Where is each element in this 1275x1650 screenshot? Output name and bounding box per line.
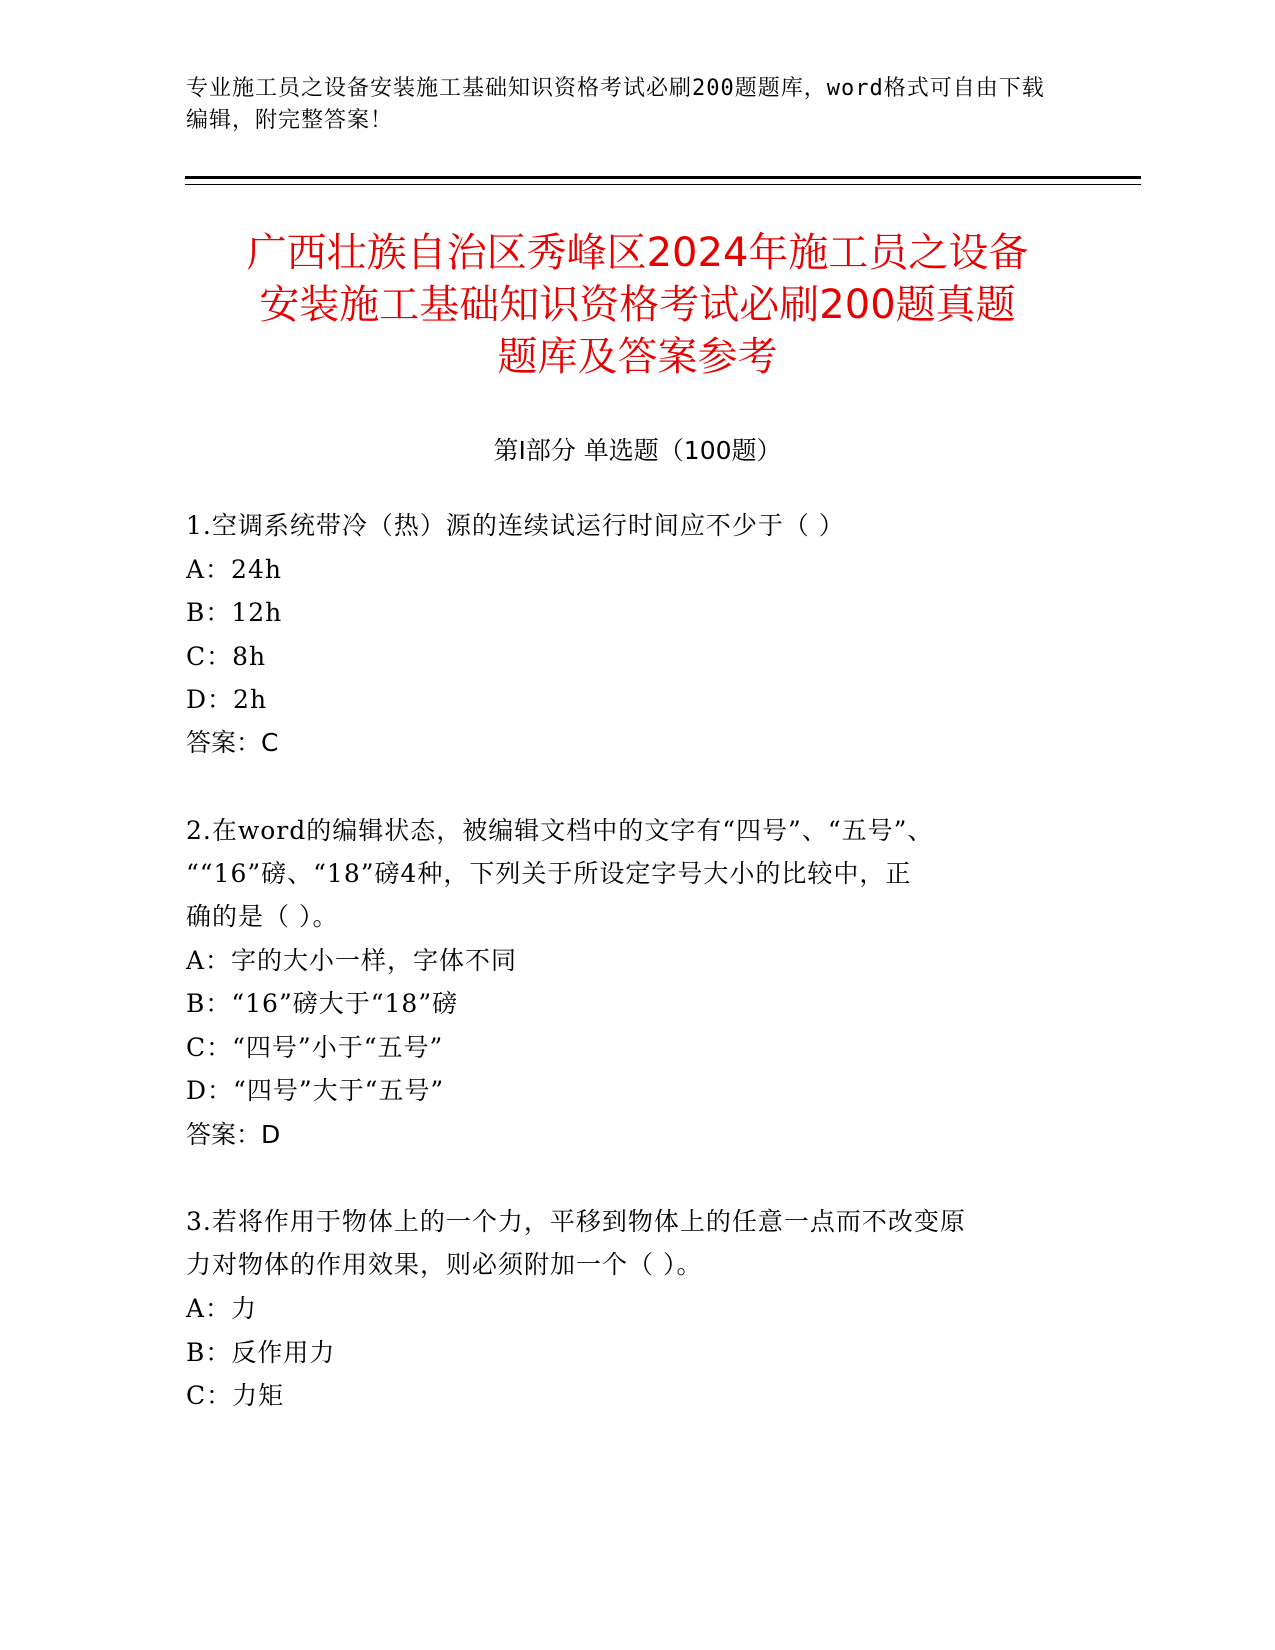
header-note: 专业施工员之设备安装施工基础知识资格考试必刷200题题库，word格式可自由下载编辑，附完整答案！ xyxy=(186,76,1045,133)
question-2-text-line-1: 2.在word的编辑状态，被编辑文档中的文字有“四号”、“五号”、 xyxy=(186,816,934,845)
question-1-option-a: A：24h xyxy=(186,555,282,584)
question-2-option-a: A：字的大小一样，字体不同 xyxy=(186,946,518,975)
question-3-option-a: A：力 xyxy=(186,1294,258,1323)
question-1-option-d: D：2h xyxy=(186,685,268,714)
question-2-option-c: C：“四号”小于“五号” xyxy=(186,1033,444,1062)
question-2-text-line-3: 确的是（ ）。 xyxy=(186,902,339,931)
document-title xyxy=(150,227,1125,383)
title-line: 安装施工基础知识资格考试必刷200题真题 xyxy=(259,282,1016,328)
question-2-text-line-2: ““16”磅、“18”磅4种，下列关于所设定字号大小的比较中，正 xyxy=(186,859,912,888)
question-3-text-line-1: 3.若将作用于物体上的一个力，平移到物体上的任意一点而不改变原 xyxy=(186,1207,966,1236)
question-3-text-line-2: 力对物体的作用效果，则必须附加一个（ ）。 xyxy=(186,1250,703,1279)
question-1-answer: 答案：C xyxy=(186,728,279,757)
title-line: 广西壮族自治区秀峰区2024年施工员之设备 xyxy=(246,230,1029,276)
question-1-text: 1.空调系统带冷（热）源的连续试运行时间应不少于（ ） xyxy=(186,511,845,540)
question-3-option-c: C：力矩 xyxy=(186,1381,285,1410)
header-divider-thin xyxy=(185,184,1141,185)
title-line: 题库及答案参考 xyxy=(497,334,778,380)
header-divider-thick xyxy=(185,176,1141,179)
question-2-option-d: D：“四号”大于“五号” xyxy=(186,1076,445,1105)
question-1-option-b: B：12h xyxy=(186,598,283,627)
question-3-option-b: B：反作用力 xyxy=(186,1338,336,1367)
question-2-answer: 答案：D xyxy=(186,1120,281,1149)
section-heading: 第Ⅰ部分 单选题（100题） xyxy=(493,436,782,465)
question-1-option-c: C：8h xyxy=(186,642,267,671)
question-2-option-b: B：“16”磅大于“18”磅 xyxy=(186,989,459,1018)
